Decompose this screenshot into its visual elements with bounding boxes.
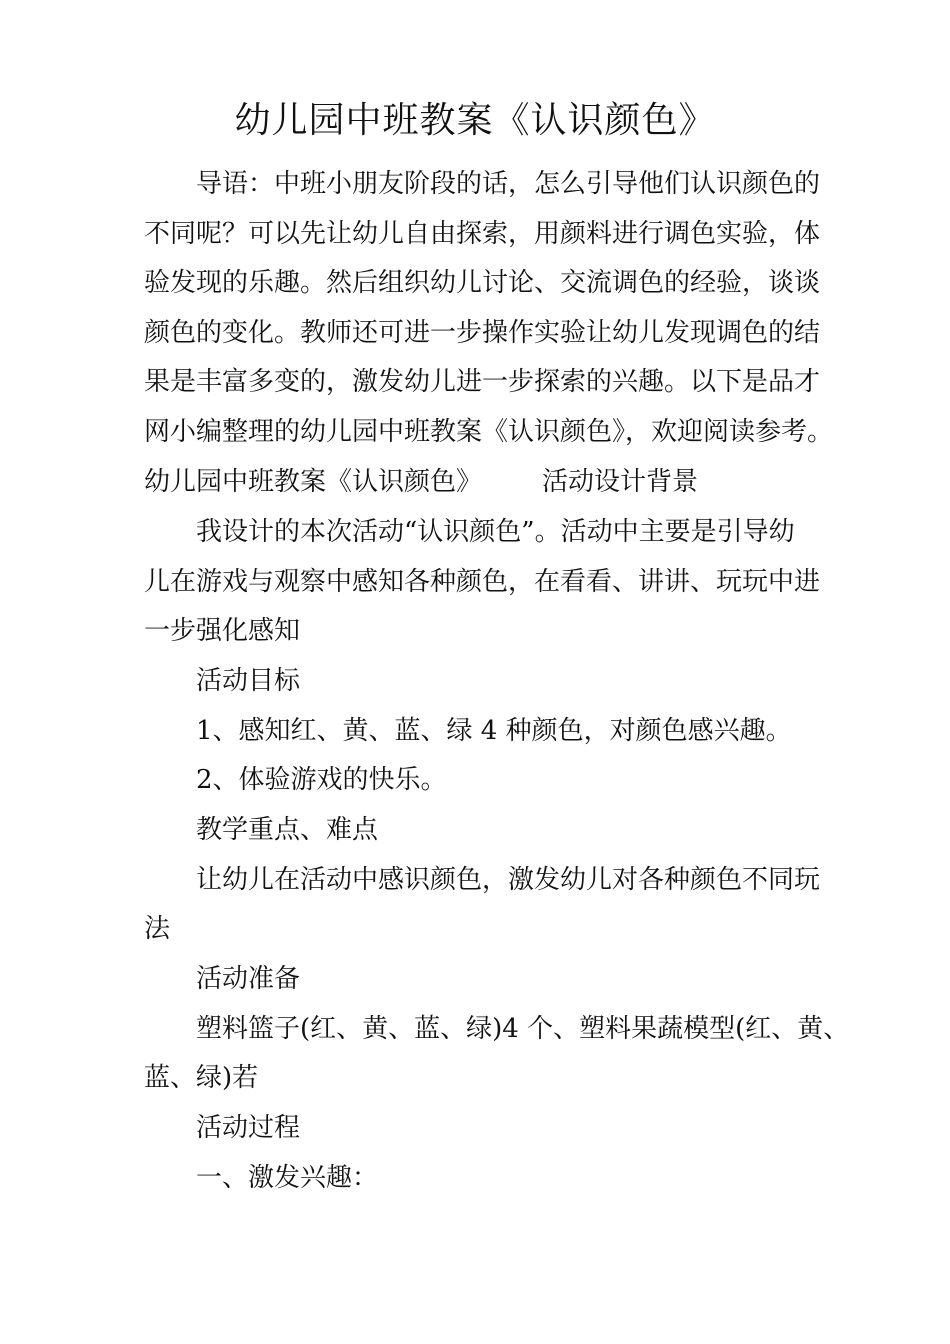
subheading-section: 活动设计背景 (542, 467, 699, 497)
goals-heading: 活动目标 (196, 666, 301, 696)
key-points-heading: 教学重点、难点 (196, 815, 379, 845)
preparation-heading: 活动准备 (196, 964, 301, 994)
key-points-line-1: 让幼儿在活动中感识颜色，激发幼儿对各种颜色不同玩 (196, 865, 821, 895)
preparation-line-1: 塑料篮子(红、黄、蓝、绿)4 个、塑料果蔬模型(红、黄、 (196, 1014, 850, 1044)
intro-line-2: 不同呢？可以先让幼儿自由探索，用颜料进行调色实验，体 (144, 219, 821, 249)
background-line-1: 我设计的本次活动“认识颜色”。活动中主要是引导幼 (196, 517, 795, 547)
background-line-3: 一步强化感知 (144, 616, 301, 646)
subheading (144, 464, 824, 500)
intro-line-4: 颜色的变化。教师还可进一步操作实验让幼儿发现调色的结 (144, 318, 821, 348)
preparation-line-2: 蓝、绿)若 (144, 1063, 259, 1093)
process-step-1: 一、激发兴趣： (196, 1163, 379, 1193)
intro-line-5: 果是丰富多变的，激发幼儿进一步探索的兴趣。以下是品才 (144, 367, 821, 397)
key-points-line-2: 法 (144, 914, 171, 944)
process-heading: 活动过程 (196, 1113, 301, 1143)
intro-line-6: 网小编整理的幼儿园中班教案《认识颜色》，欢迎阅读参考。 (144, 417, 834, 447)
subheading-title: 幼儿园中班教案《认识颜色》 (144, 467, 483, 497)
intro-line-3: 验发现的乐趣。然后组织幼儿讨论、交流调色的经验，谈谈 (144, 268, 821, 298)
background-line-2: 儿在游戏与观察中感知各种颜色，在看看、讲讲、玩玩中进 (144, 567, 821, 597)
goal-item-2: 2、体验游戏的快乐。 (196, 765, 447, 795)
goal-item-1: 1、感知红、黄、蓝、绿 4 种颜色，对颜色感兴趣。 (196, 716, 792, 746)
document-title: 幼儿园中班教案《认识颜色》 (234, 100, 716, 141)
intro-line-1: 导语：中班小朋友阶段的话，怎么引导他们认识颜色的 (196, 169, 821, 199)
